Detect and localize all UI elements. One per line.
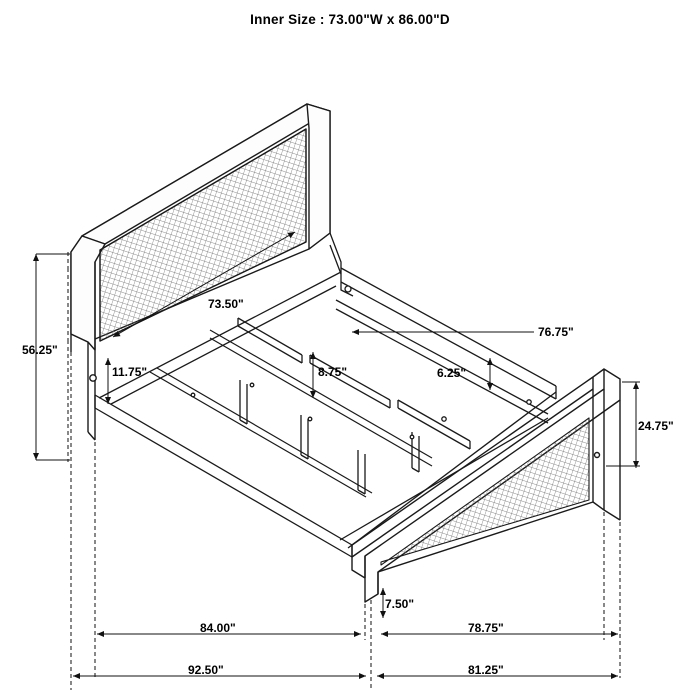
headboard: [71, 104, 330, 440]
dim-headboard-height: 56.25": [22, 343, 58, 357]
dim-length-right-segment: 78.75": [468, 621, 504, 635]
footboard: [352, 369, 620, 602]
dim-side-rail-height: 6.25": [437, 366, 467, 380]
dim-headboard-width: 73.50": [208, 297, 244, 311]
dim-foot-leg-height: 7.50": [385, 597, 415, 611]
dim-overall-right-segment: 81.25": [468, 663, 504, 677]
dim-footboard-height: 24.75": [638, 419, 674, 433]
dim-rail-height-front: 11.75": [112, 365, 148, 379]
page-title: Inner Size : 73.00"W x 86.00"D: [250, 12, 450, 27]
dim-deck-depth: 76.75": [538, 325, 574, 339]
dim-slat-clearance: 8.75": [318, 365, 348, 379]
dim-length-left-segment: 84.00": [200, 621, 236, 635]
dim-overall-left-segment: 92.50": [188, 663, 224, 677]
